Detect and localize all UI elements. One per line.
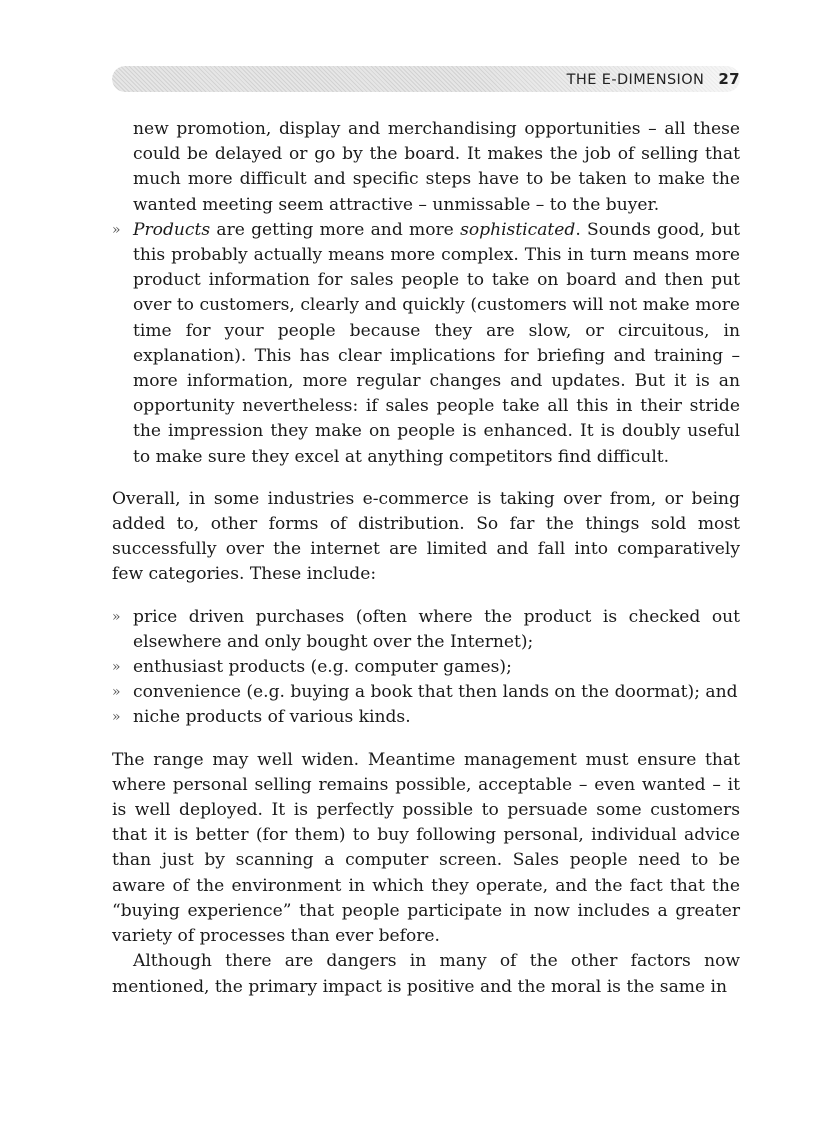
list-item — [112, 680, 740, 705]
products-lead: Products — [133, 219, 211, 240]
products-rest: . Sounds good, but this probably actually means more complex. This in turn means more product information for sales people to take on board and then put over to customers, clearly and quickly (customers will not make more time for your people because they are slow, or circuitous, in explanation). This has clear implications for briefing and training – more information, more regular changes and updates. But it is an opportunity nevertheless: if sales people take all this in their stride the impression they make on people is enhanced. It is doubly useful to make sure they excel at anything competitors find difficult. — [133, 219, 740, 467]
bullet-marker: » — [112, 709, 121, 726]
products-mid: are getting more and more — [210, 219, 461, 240]
running-title: THE E-DIMENSION — [566, 72, 705, 88]
bullet-marker: » — [112, 659, 121, 676]
bullet-marker: » — [112, 221, 121, 238]
bullet-marker: » — [112, 608, 121, 625]
list-item — [112, 605, 740, 655]
list-item — [112, 705, 740, 730]
category-list — [112, 605, 740, 731]
bullet-marker: » — [112, 684, 121, 701]
paragraph-overall: Overall, in some industries e-commerce is taking over from, or being added to, other forms of distribution. So far the things sold most successfully over the internet are limited and fall into comparatively few categories. These include: — [112, 488, 740, 585]
paragraph-range: The range may well widen. Meantime management must ensure that where personal selling remains possible, acceptable – even wanted – it is well deployed. It is perfectly possible to persuade some customers that it is better (for them) to buy following personal, individual advice than just by scanning a computer screen. Sales people need to be aware of the environment in which they operate, and the fact that the “buying experience” that people participate in now includes a greater variety of processes than ever before. — [112, 749, 740, 947]
continued-list-item: new promotion, display and merchandising opportunities – all these could be delayed or go by the board. It makes the job of selling that much more difficult and specific steps have to be taken to make the wanted meeting seem attractive – unmissable – to the buyer. — [133, 119, 740, 215]
running-header — [567, 67, 740, 91]
list-item-text: enthusiast products (e.g. computer games); — [133, 657, 512, 678]
list-item-text: convenience (e.g. buying a book that then lands on the doormat); and — [133, 682, 738, 703]
page-body — [112, 117, 740, 1000]
list-item-text: price driven purchases (often where the product is checked out elsewhere and only bought over the Internet); — [133, 606, 740, 652]
list-item — [112, 655, 740, 680]
paragraph-although: Although there are dangers in many of the other factors now mentioned, the primary impact is positive and the moral is the same in — [112, 951, 740, 997]
products-emphasis: sophisticated — [460, 219, 576, 240]
list-item-products — [112, 218, 740, 470]
list-item-text: niche products of various kinds. — [133, 707, 411, 728]
page-number: 27 — [718, 70, 740, 88]
